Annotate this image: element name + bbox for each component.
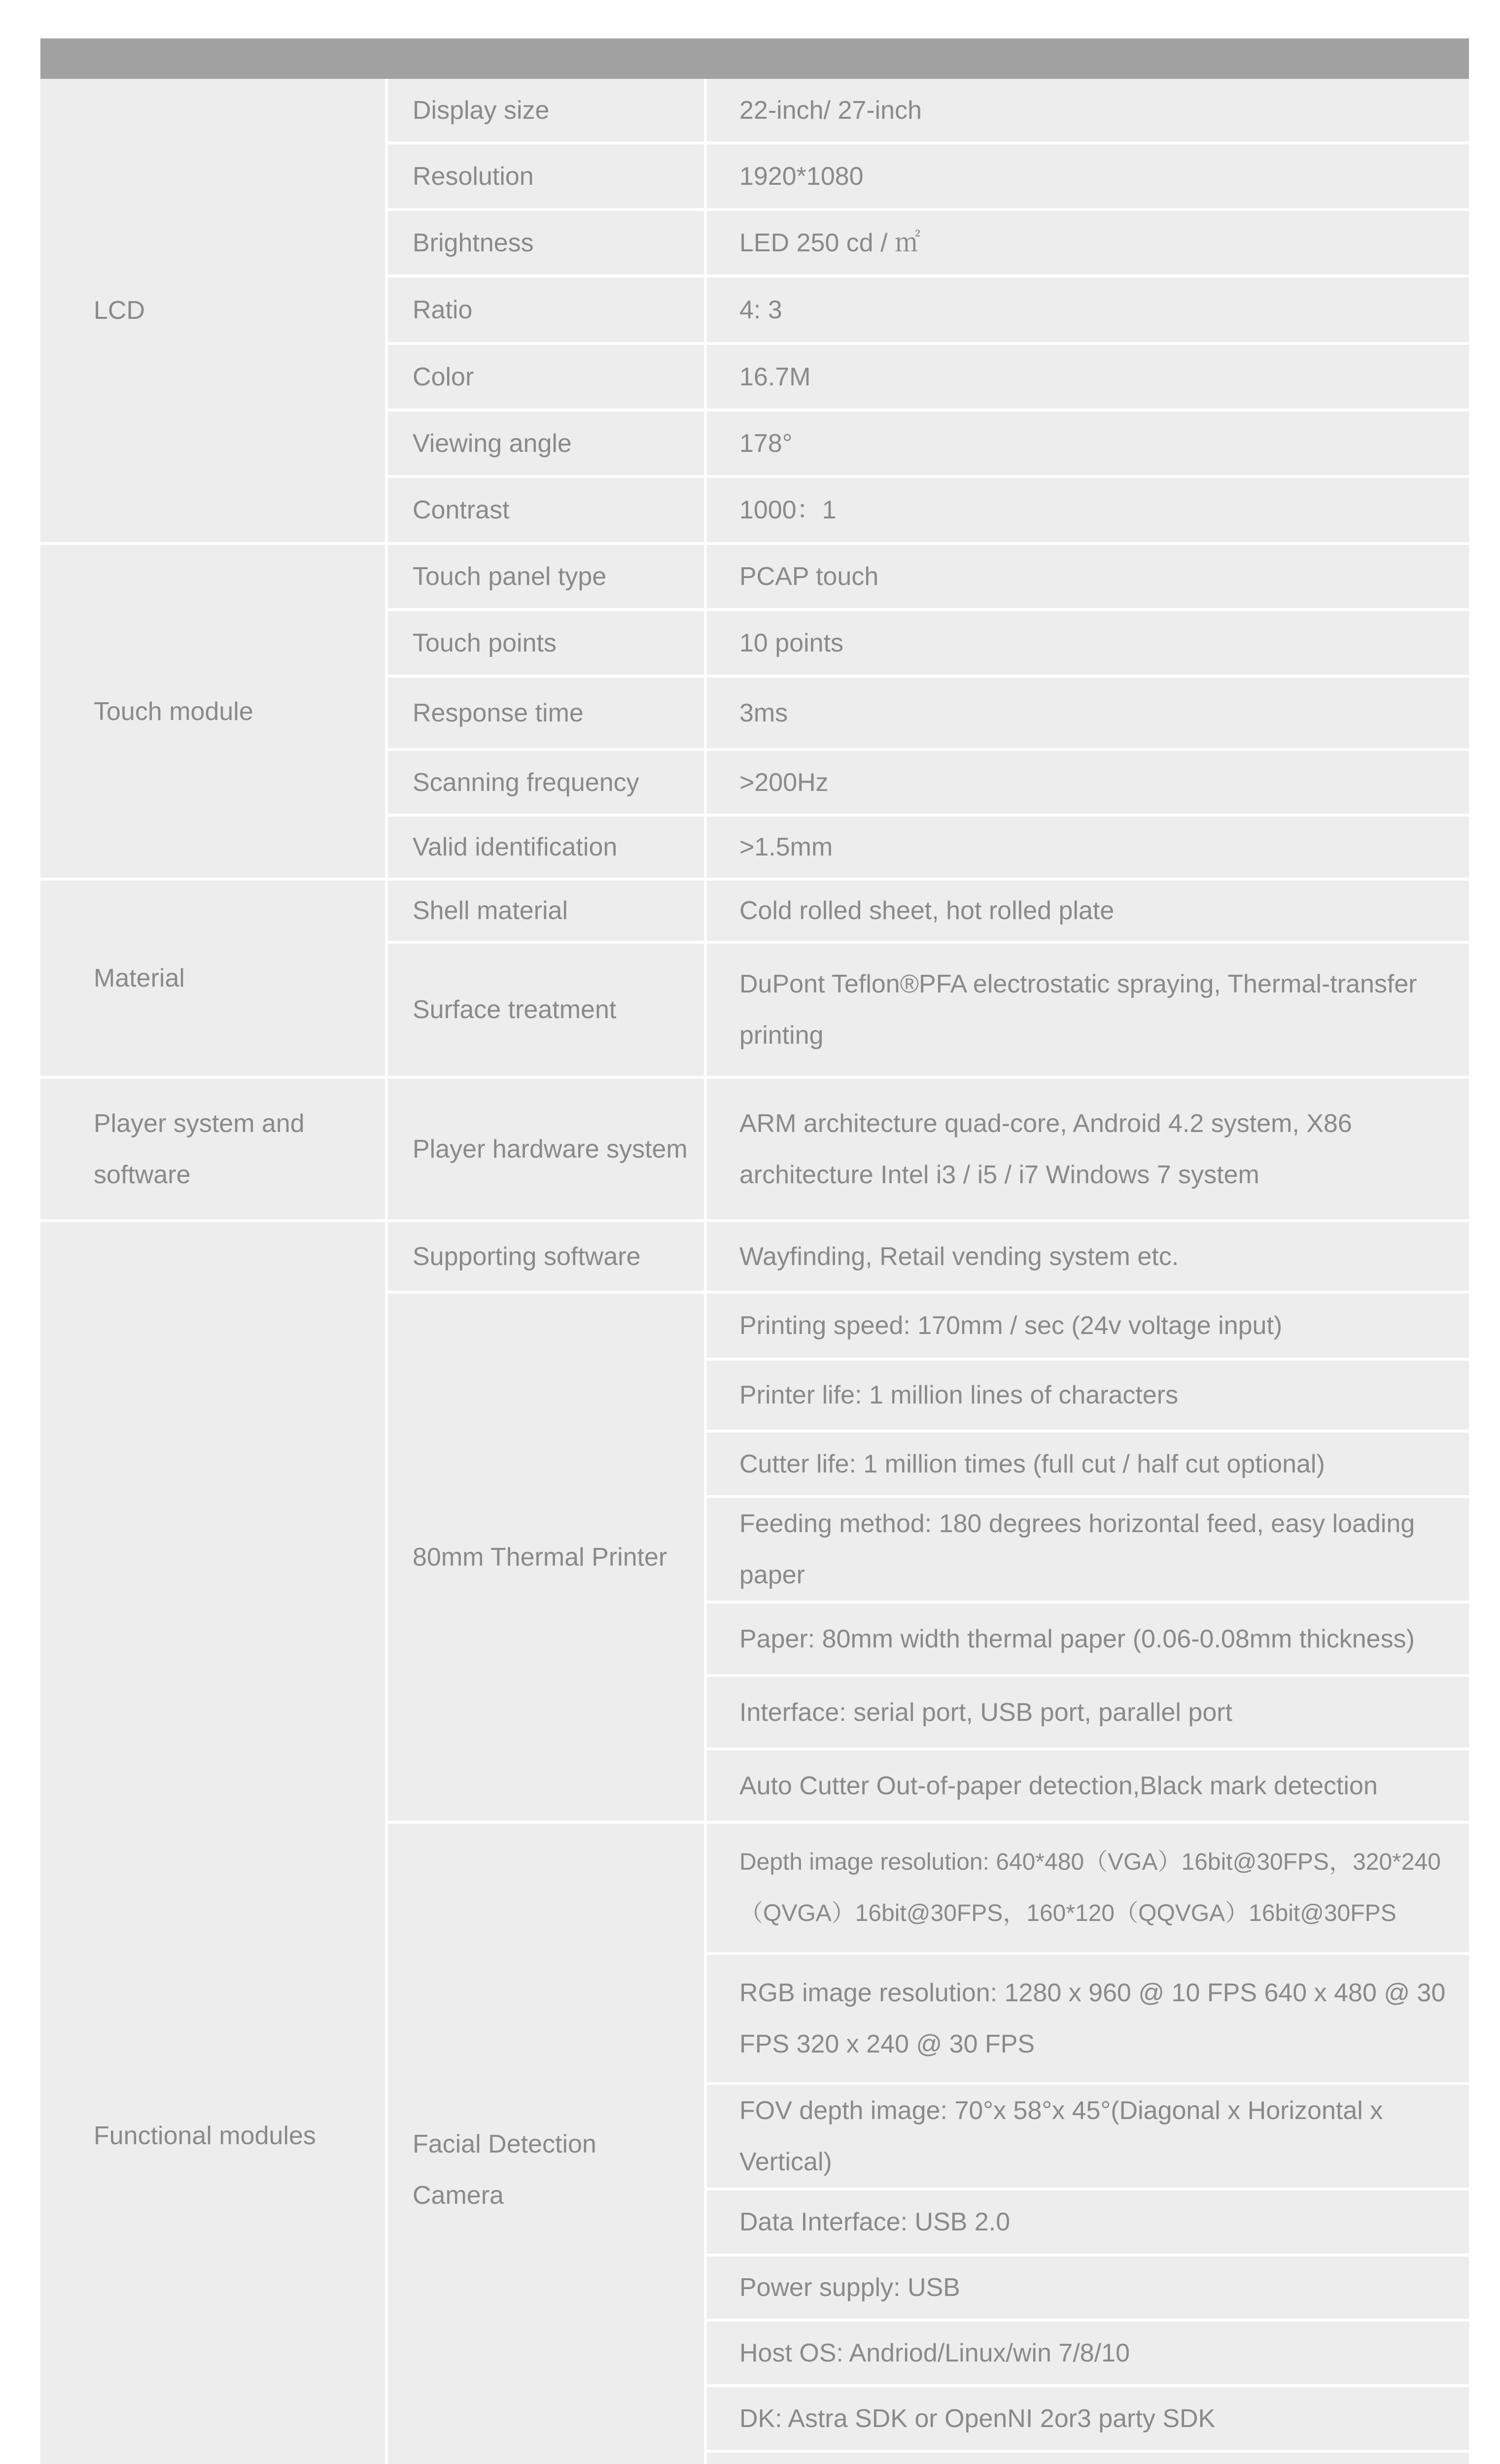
param-value: ARM architecture quad-core, Android 4.2 system, X86 architecture Intel i3 / i5 / i7 Windows 7 system	[705, 1077, 1469, 1221]
group-label: LCD	[40, 79, 386, 544]
param-value: 10 points	[705, 610, 1469, 676]
param-name: Scanning frequency	[386, 750, 705, 815]
param-value: Printing speed: 170mm / sec (24v voltage input)	[705, 1292, 1469, 1359]
table-row	[40, 1077, 1469, 1221]
param-value: 1920*1080	[705, 143, 1469, 209]
param-value: 22-inch/ 27-inch	[705, 79, 1469, 143]
param-name: Response time	[386, 676, 705, 750]
param-value: Printer life: 1 million lines of characters	[705, 1359, 1469, 1431]
group-label: Player system and software	[40, 1077, 386, 1221]
param-value: 1000：1	[705, 477, 1469, 544]
param-value: >1.5mm	[705, 815, 1469, 879]
param-name: Facial Detection Camera	[386, 1822, 705, 2464]
param-name: Valid identification	[386, 815, 705, 879]
param-value: FOV depth image: 70°x 58°x 45°(Diagonal x Horizontal x Vertical)	[705, 2084, 1469, 2189]
spec-table	[40, 79, 1469, 2464]
param-name: 80mm Thermal Printer	[386, 1292, 705, 1822]
param-value: DuPont Teflon®PFA electrostatic spraying, Thermal-transfer printing	[705, 942, 1469, 1077]
param-value	[705, 2451, 1469, 2464]
param-value: Power supply: USB	[705, 2255, 1469, 2320]
param-value: Cold rolled sheet, hot rolled plate	[705, 879, 1469, 942]
param-value: 3ms	[705, 676, 1469, 750]
param-value: Cutter life: 1 million times (full cut / half cut optional)	[705, 1431, 1469, 1497]
param-name: Player hardware system	[386, 1077, 705, 1221]
param-value: LED 250 cd / ㎡	[705, 209, 1469, 276]
param-name: Color	[386, 343, 705, 410]
param-value: 16.7M	[705, 343, 1469, 410]
group-label: Functional modules	[40, 1221, 386, 2464]
param-name: Supporting software	[386, 1221, 705, 1292]
param-name: Display size	[386, 79, 705, 143]
param-value: Host OS: Andriod/Linux/win 7/8/10	[705, 2320, 1469, 2386]
table-row	[40, 1221, 1469, 1292]
param-value: Interface: serial port, USB port, parallel port	[705, 1676, 1469, 1749]
param-name: Surface treatment	[386, 942, 705, 1077]
param-name: Brightness	[386, 209, 705, 276]
param-value: 4: 3	[705, 276, 1469, 343]
table-header-bar	[40, 38, 1469, 79]
param-name: Ratio	[386, 276, 705, 343]
param-value: >200Hz	[705, 750, 1469, 815]
spec-table-body	[40, 79, 1469, 2464]
param-value: Depth image resolution: 640*480（VGA）16bit@30FPS，320*240（QVGA）16bit@30FPS，160*120（QQVGA）16bit@30FPS	[705, 1822, 1469, 1953]
group-label: Material	[40, 879, 386, 1077]
param-value: DK: Astra SDK or OpenNI 2or3 party SDK	[705, 2386, 1469, 2451]
param-name: Viewing angle	[386, 410, 705, 477]
table-row	[40, 879, 1469, 942]
param-value: Feeding method: 180 degrees horizontal feed, easy loading paper	[705, 1497, 1469, 1602]
param-value: Paper: 80mm width thermal paper (0.06-0.08mm thickness)	[705, 1602, 1469, 1676]
table-row	[40, 79, 1469, 143]
group-label: Touch module	[40, 544, 386, 879]
table-row	[40, 544, 1469, 610]
param-value: Auto Cutter Out-of-paper detection,Black mark detection	[705, 1749, 1469, 1822]
param-value: PCAP touch	[705, 544, 1469, 610]
param-value: 178°	[705, 410, 1469, 477]
param-name: Touch points	[386, 610, 705, 676]
param-value: Wayfinding, Retail vending system etc.	[705, 1221, 1469, 1292]
param-name: Shell material	[386, 879, 705, 942]
param-name: Contrast	[386, 477, 705, 544]
param-name: Resolution	[386, 143, 705, 209]
param-value: Data Interface: USB 2.0	[705, 2189, 1469, 2255]
param-value: RGB image resolution: 1280 x 960 @ 10 FPS 640 x 480 @ 30 FPS 320 x 240 @ 30 FPS	[705, 1953, 1469, 2084]
param-name: Touch panel type	[386, 544, 705, 610]
